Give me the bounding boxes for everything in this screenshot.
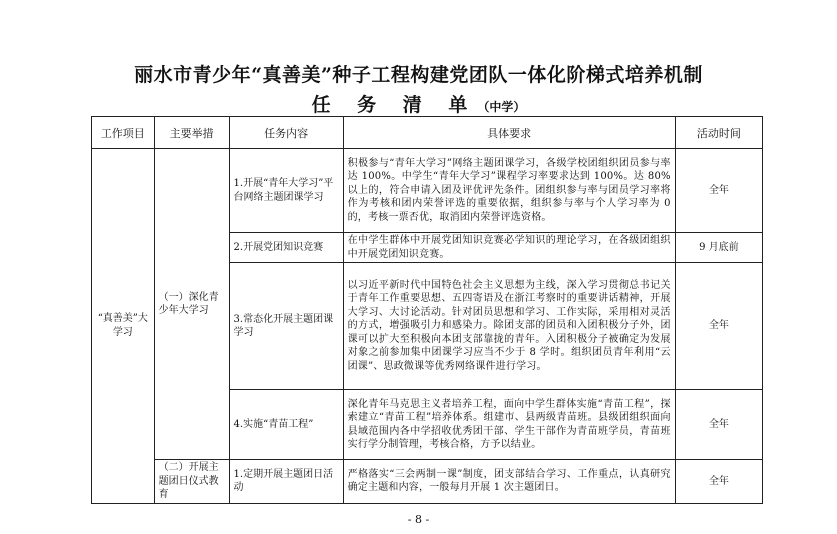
measure-cell-2: （二）开展主题团日仪式教育 — [154, 460, 229, 504]
document-subtitle — [0, 90, 837, 117]
task-cell: 1.开展“青年大学习”平台网络主题团课学习 — [229, 149, 343, 233]
task-cell: 2.开展党团知识竞赛 — [229, 233, 343, 263]
table-header-row — [92, 117, 763, 149]
requirement-cell: 积极参与“青年大学习”网络主题团课学习，各级学校团组织团员参与率达 100%。中学生“青年大学习”课程学习率要求达到 100%。达 80%以上的，符合申请入团及评优评先条件。团组织参与率与团员学习率将作为考核和团内荣誉评选的重要依据，组织参与率与个人学习率为 0 的，考核一票否优，取消团内荣誉评选资格。 — [343, 149, 675, 233]
project-cell: “真善美”大学习 — [92, 149, 155, 504]
time-cell: 9 月底前 — [675, 233, 762, 263]
time-cell: 全年 — [675, 263, 762, 390]
requirement-cell: 在中学生群体中开展党团知识竞赛必学知识的理论学习，在各级团组织中开展党团知识竞赛。 — [343, 233, 675, 263]
measure-cell-1: （一）深化青少年大学习 — [154, 149, 229, 460]
task-table — [91, 116, 763, 504]
task-cell: 1.定期开展主题团日活动 — [229, 460, 343, 504]
table-row — [92, 149, 763, 233]
table-row — [92, 460, 763, 504]
subtitle-note: （中学） — [477, 100, 526, 114]
time-cell: 全年 — [675, 149, 762, 233]
requirement-cell: 严格落实“三会两制一课”制度，团支部结合学习、工作重点，认真研究确定主题和内容，一般每月开展 1 次主题团日。 — [343, 460, 675, 504]
task-cell: 3.常态化开展主题团课学习 — [229, 263, 343, 390]
requirement-cell: 深化青年马克思主义者培养工程，面向中学生群体实施“青苗工程”，探索建立“青苗工程”培养体系。组建市、县两级青苗班。县级团组织面向县域范围内各中学招收优秀团干部、学生干部作为青苗班学员，青苗班实行学分制管理，考核合格，方予以结业。 — [343, 390, 675, 460]
header-task: 任务内容 — [229, 117, 343, 149]
document-title: 丽水市青少年“真善美”种子工程构建党团队一体化阶梯式培养机制 — [134, 64, 703, 86]
page-number: - 8 - — [407, 513, 430, 526]
header-project: 工作项目 — [92, 117, 155, 149]
time-cell: 全年 — [675, 460, 762, 504]
header-measure: 主要举措 — [154, 117, 229, 149]
task-cell: 4.实施“青苗工程” — [229, 390, 343, 460]
time-cell: 全年 — [675, 390, 762, 460]
header-requirement: 具体要求 — [343, 117, 675, 149]
header-time: 活动时间 — [675, 117, 762, 149]
requirement-cell: 以习近平新时代中国特色社会主义思想为主线，深入学习贯彻总书记关于青年工作重要思想、五四寄语及在浙江考察时的重要讲话精神，开展大学习、大讨论活动。针对团员思想和学习、工作实际，采用相对灵活的方式，增强吸引力和感染力。除团支部的团员和入团积极分子外，团课可以扩大至积极向本团支部靠拢的青年。入团积极分子被确定为发展对象之前参加集中团课学习应当不少于 8 学时。组织团员青年利用“云团课”、思政微课等优秀网络课件进行学习。 — [343, 263, 675, 390]
subtitle-main: 任 务 清 单 — [311, 94, 478, 116]
